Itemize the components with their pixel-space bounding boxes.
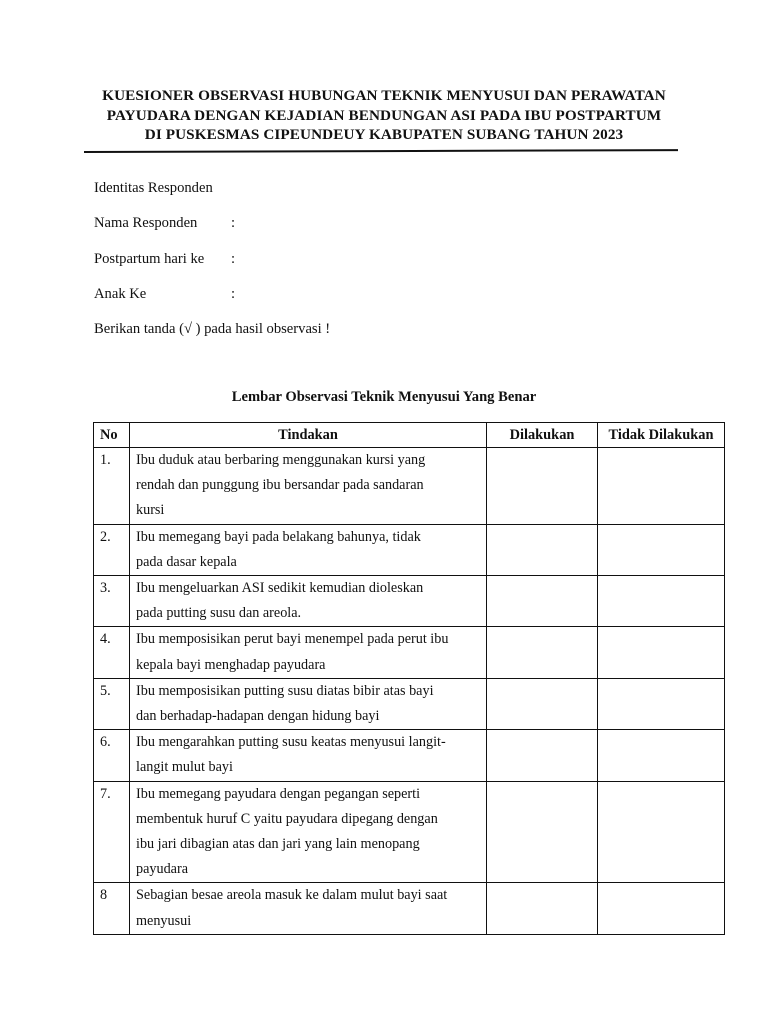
row-not-done-checkbox-cell[interactable] [598,730,725,781]
row-not-done-checkbox-cell[interactable] [598,883,725,935]
title-divider [84,149,678,153]
row-action-line: Ibu duduk atau berbaring menggunakan kursi yang [136,452,426,468]
row-action-line: Ibu mengarahkan putting susu keatas menyusui langit- [136,734,446,751]
table-row [94,448,725,525]
row-not-done-checkbox-cell[interactable] [598,678,725,729]
row-action-line: kepala bayi menghadap payudara [136,656,326,673]
table-row [94,781,725,883]
table-row [94,730,725,781]
row-action [130,678,487,729]
table-header-row [94,423,725,448]
row-action-line: pada putting susu dan areola. [136,605,302,622]
observation-instruction: Berikan tanda (√ ) pada hasil observasi ! [94,321,331,337]
table-row [94,883,725,935]
row-action-line: payudara [136,861,188,878]
row-not-done-checkbox-cell[interactable] [598,627,725,678]
row-action-line: Ibu memegang payudara dengan pegangan seperti [136,785,421,802]
observation-table-body [94,448,725,935]
row-action-line: Ibu memegang bayi pada belakang bahunya, tidak [136,528,421,545]
postpartum-day-field [94,250,236,268]
title-line-3: DI PUSKESMAS CIPEUNDEUY KABUPATEN SUBANG TAHUN 2023 [144,126,624,143]
row-done-checkbox-cell[interactable] [487,576,598,627]
row-action-line: Ibu mengeluarkan ASI sedikit kemudian dioleskan [136,580,424,597]
respondent-name-colon: : [231,215,236,231]
table-row [94,524,725,575]
table-row [94,627,725,678]
row-number: 5. [94,678,130,729]
row-number: 1. [94,448,130,525]
row-action [130,883,487,935]
row-action-line: dan berhadap-hadapan dengan hidung bayi [136,708,380,725]
row-action-line: rendah dan punggung ibu bersandar pada sandaran [136,477,424,494]
row-action-line: Ibu memposisikan putting susu diatas bibir atas bayi [136,682,434,699]
respondent-name-label: Nama Responden [94,215,198,231]
column-header-not-done: Tidak Dilakukan [598,423,725,448]
row-number: 6. [94,730,130,781]
title-line-1: KUESIONER OBSERVASI HUBUNGAN TEKNIK MENYUSUI DAN PERAWATAN [102,87,666,104]
row-action-line: langit mulut bayi [136,759,233,776]
row-done-checkbox-cell[interactable] [487,781,598,883]
postpartum-day-label: Postpartum hari ke [94,251,205,267]
child-order-colon: : [231,286,236,302]
row-done-checkbox-cell[interactable] [487,448,598,525]
row-number: 4. [94,627,130,678]
row-number: 2. [94,524,130,575]
row-action [130,524,487,575]
child-order-field [94,285,236,303]
respondent-section-label: Identitas Responden [94,180,213,196]
row-done-checkbox-cell[interactable] [487,524,598,575]
row-number: 8 [94,883,130,935]
row-action [130,781,487,883]
row-action-line: kursi [136,502,165,519]
row-number: 7. [94,781,130,883]
row-done-checkbox-cell[interactable] [487,883,598,935]
postpartum-day-colon: : [231,251,236,267]
row-action-line: Sebagian besae areola masuk ke dalam mulut bayi saat [136,887,448,904]
row-not-done-checkbox-cell[interactable] [598,576,725,627]
row-action [130,627,487,678]
row-action [130,576,487,627]
row-action [130,448,487,525]
respondent-name-field [94,214,236,232]
row-not-done-checkbox-cell[interactable] [598,524,725,575]
row-done-checkbox-cell[interactable] [487,678,598,729]
observation-heading: Lembar Observasi Teknik Menyusui Yang Benar [231,389,537,405]
table-row [94,576,725,627]
row-done-checkbox-cell[interactable] [487,730,598,781]
row-not-done-checkbox-cell[interactable] [598,448,725,525]
row-number: 3. [94,576,130,627]
title-line-2: PAYUDARA DENGAN KEJADIAN BENDUNGAN ASI PADA IBU POSTPARTUM [106,106,662,124]
child-order-label: Anak Ke [94,286,147,302]
row-done-checkbox-cell[interactable] [487,627,598,678]
row-action-line: pada dasar kepala [136,553,237,570]
row-action [130,730,487,781]
column-header-no: No [94,423,130,448]
row-not-done-checkbox-cell[interactable] [598,781,725,883]
row-action-line: menyusui [136,912,192,929]
observation-table [93,422,725,935]
row-action-line: Ibu memposisikan perut bayi menempel pada perut ibu [136,631,449,648]
table-row [94,678,725,729]
column-header-done: Dilakukan [487,423,598,448]
document-title [60,86,708,145]
column-header-action: Tindakan [130,423,487,448]
row-action-line: membentuk huruf C yaitu payudara dipegang dengan [136,810,438,827]
row-action-line: ibu jari dibagian atas dan jari yang lain menopang [136,836,420,853]
